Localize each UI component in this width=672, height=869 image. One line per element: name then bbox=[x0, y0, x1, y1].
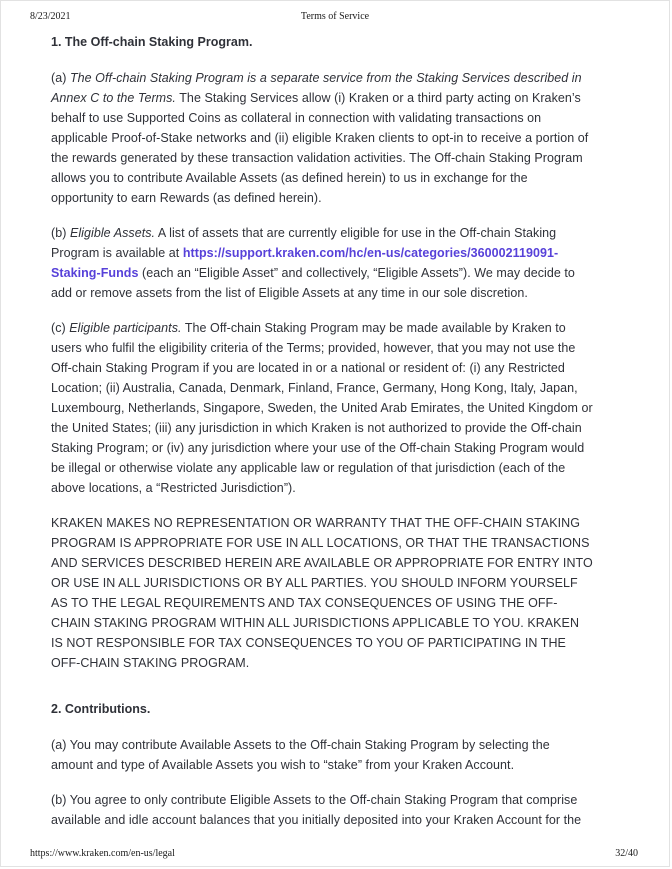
text-run: KRAKEN MAKES NO REPRESENTATION OR WARRANTY THAT THE OFF-CHAIN STAKING PROGRAM IS APPROPRIATE FOR USE IN ALL LOCATIONS, OR THAT THE TRANSACTIONS AND SERVICES DESCRIBED HEREIN ARE AVAILABLE OR APPROPRIATE FOR ENTRY INTO OR USE IN ALL JURISDICTIONS OR BY ALL PARTIES. YOU SHOULD INFORM YOURSELF AS TO THE LEGAL REQUIREMENTS AND TAX CONSEQUENCES OF USING THE OFF-CHAIN STAKING PROGRAM WITHIN ALL JURISDICTIONS APPLICABLE TO YOU. KRAKEN IS NOT RESPONSIBLE FOR TAX CONSEQUENCES TO YOU OF PARTICIPATING IN THE OFF-CHAIN STAKING PROGRAM. bbox=[51, 516, 593, 670]
paragraph-2b bbox=[51, 790, 593, 830]
print-footer bbox=[30, 848, 638, 859]
text-run: (each an “Eligible Asset” and collectively, “Eligible Assets”). We may decide to add or remove assets from the list of Eligible Assets at any time in our sole discretion. bbox=[51, 266, 575, 300]
document-content bbox=[51, 32, 593, 845]
paragraph-2a bbox=[51, 735, 593, 775]
print-header bbox=[30, 11, 640, 22]
staking-funds-link[interactable]: https://support.kraken.com/hc/en-us/categories/360002119091-Staking-Funds bbox=[51, 246, 559, 280]
print-date: 8/23/2021 bbox=[30, 11, 71, 22]
text-run: (a) bbox=[51, 71, 70, 85]
section-heading-off-chain-staking: 1. The Off-chain Staking Program. bbox=[51, 35, 253, 49]
text-run: (c) bbox=[51, 321, 70, 335]
footer-url: https://www.kraken.com/en-us/legal bbox=[30, 848, 175, 859]
paragraph-disclaimer bbox=[51, 513, 593, 673]
footer-page-number: 32/40 bbox=[615, 848, 638, 859]
section-heading-contributions: 2. Contributions. bbox=[51, 702, 151, 716]
text-run: (b) bbox=[51, 226, 70, 240]
italic-run: Eligible Assets. bbox=[69, 226, 156, 240]
paragraph-1b bbox=[51, 223, 593, 303]
text-run: The Off-chain Staking Program may be made available by Kraken to users who fulfil the eligibility criteria of the Terms; provided, however, that you may not use the Off-chain Staking Program if you are located in or a national or resident of: (i) any Restricted Location; (ii) Australia, Canada, Denmark, Finland, France, Germany, Hong Kong, Italy, Japan, Luxembourg, Netherlands, Singapore, Sweden, the United Arab Emirates, the United Kingdom or the United States; (iii) any jurisdiction in which Kraken is not authorized to provide the Off-chain Staking Program; or (iv) any jurisdiction where your use of the Off-chain Staking Program would be illegal or otherwise violate any applicable law or regulation of that jurisdiction (each of the above locations, a “Restricted Jurisdiction”). bbox=[51, 321, 593, 495]
text-run: The Staking Services allow (i) Kraken or a third party acting on Kraken’s behalf to use Supported Coins as collateral in connection with validating transactions on applicable Proof-of-Stake networks and (ii) eligible Kraken clients to opt-in to receive a portion of the rewards generated by these transaction validation activities. The Off-chain Staking Program allows you to contribute Available Assets (as defined herein) to us in exchange for the opportunity to earn Rewards (as defined herein). bbox=[51, 91, 589, 205]
paragraph-1a bbox=[51, 68, 593, 208]
text-run: (b) You agree to only contribute Eligible Assets to the Off-chain Staking Program that comprise available and idle account balances that you initially deposited into your Kraken Account for the bbox=[51, 793, 582, 827]
italic-run: Eligible participants. bbox=[69, 321, 182, 335]
print-title: Terms of Service bbox=[300, 11, 370, 22]
print-header-spacer bbox=[437, 11, 640, 22]
text-run: (a) You may contribute Available Assets to the Off-chain Staking Program by selecting the amount and type of Available Assets you wish to “stake” from your Kraken Account. bbox=[51, 738, 550, 772]
paragraph-1c bbox=[51, 318, 593, 498]
italic-run: The Off-chain Staking Program is a separate service from the Staking Services described in Annex C to the Terms. bbox=[51, 71, 582, 105]
text-run: A list of assets that are currently eligible for use in the Off-chain Staking Program is available at bbox=[51, 226, 557, 260]
